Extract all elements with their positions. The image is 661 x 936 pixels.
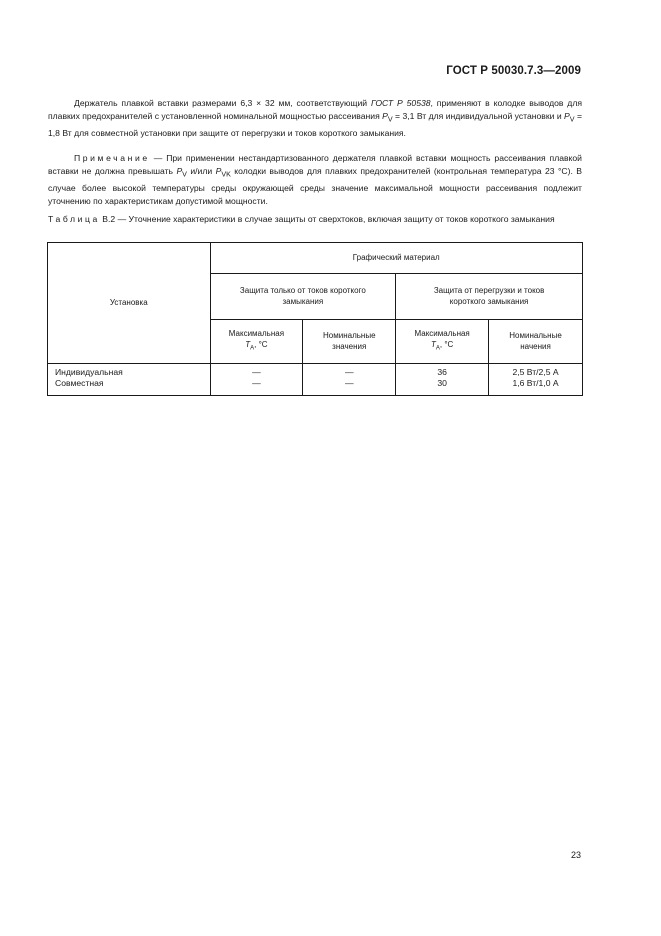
symbol: P xyxy=(176,166,183,177)
header-install: Установка xyxy=(48,243,211,364)
value-cell: 36 30 xyxy=(396,364,489,396)
table-caption-text: В.2 — Уточнение характеристики в случае защиты от сверхтоков, включая защиту от токов короткого замыкания xyxy=(99,214,555,224)
symbol-subscript: V xyxy=(387,115,393,124)
paragraph-text: = 3,1 Вт для индивидуальной установки и xyxy=(392,111,565,122)
body-paragraph xyxy=(48,97,582,140)
subheader-nominal: Номинальные начения xyxy=(489,320,583,364)
header-group-overload: Защита от перегрузки и токов короткого замыкания xyxy=(396,274,583,320)
note-paragraph xyxy=(48,152,582,209)
subheader-nominal: Номинальные значения xyxy=(303,320,396,364)
symbol: P xyxy=(564,111,570,122)
note-text: колодки выводов для плавких предохранителей (контрольная температура 23 °С). В случае более высокой температуры среды окружающей среды значение максимальной мощности рассеивания подлежит уточнению по характеристикам допустимой мощности. xyxy=(48,166,582,207)
data-table xyxy=(47,242,583,396)
subheader-max-temp: Максимальная $T_A$, °С xyxy=(396,320,489,364)
table-row-label: Индивидуальная xyxy=(55,367,123,377)
paragraph-text: , применяют в колодке выводов для плавких предохранителей с установленной номинальной мощностью рассеивания xyxy=(48,98,582,122)
value-cell: 2,5 Вт/2,5 А 1,6 Вт/1,0 А xyxy=(489,364,583,396)
subheader-max-temp: Максимальная $T_A$, °С xyxy=(210,320,303,364)
standard-reference: ГОСТ Р 50538 xyxy=(370,98,431,108)
symbol-subscript: V xyxy=(182,170,187,179)
value-cell: — — xyxy=(210,364,303,396)
note-label: Примечание xyxy=(74,153,150,163)
symbol-subscript: VK xyxy=(221,170,231,179)
header-group-short-circuit: Защита только от токов короткого замыкания xyxy=(210,274,396,320)
note-text: — При применении нестандартизованного держателя плавкой вставки мощность рассеивания плавкой вставки не должна превышать xyxy=(48,153,582,177)
paragraph-text: = 1,8 Вт для совместной установки при защите от перегрузки и токов короткого замыкания. xyxy=(48,111,582,139)
header-graphic: Графический материал xyxy=(210,243,583,274)
symbol: P xyxy=(382,111,388,122)
symbol: P xyxy=(215,166,222,177)
note-text: и/или xyxy=(186,166,216,177)
document-header: ГОСТ Р 50030.7.3—2009 xyxy=(446,65,581,77)
table-caption xyxy=(48,214,582,225)
value-cell: — — xyxy=(303,364,396,396)
paragraph-text: Держатель плавкой вставки размерами 6,3 × 32 мм, соответствующий xyxy=(74,98,371,108)
table-caption-label: Таблица xyxy=(48,214,100,224)
page-number: 23 xyxy=(570,850,581,860)
install-cell xyxy=(48,364,211,396)
table-row-label: Совместная xyxy=(55,377,104,388)
symbol-subscript: V xyxy=(569,115,575,124)
